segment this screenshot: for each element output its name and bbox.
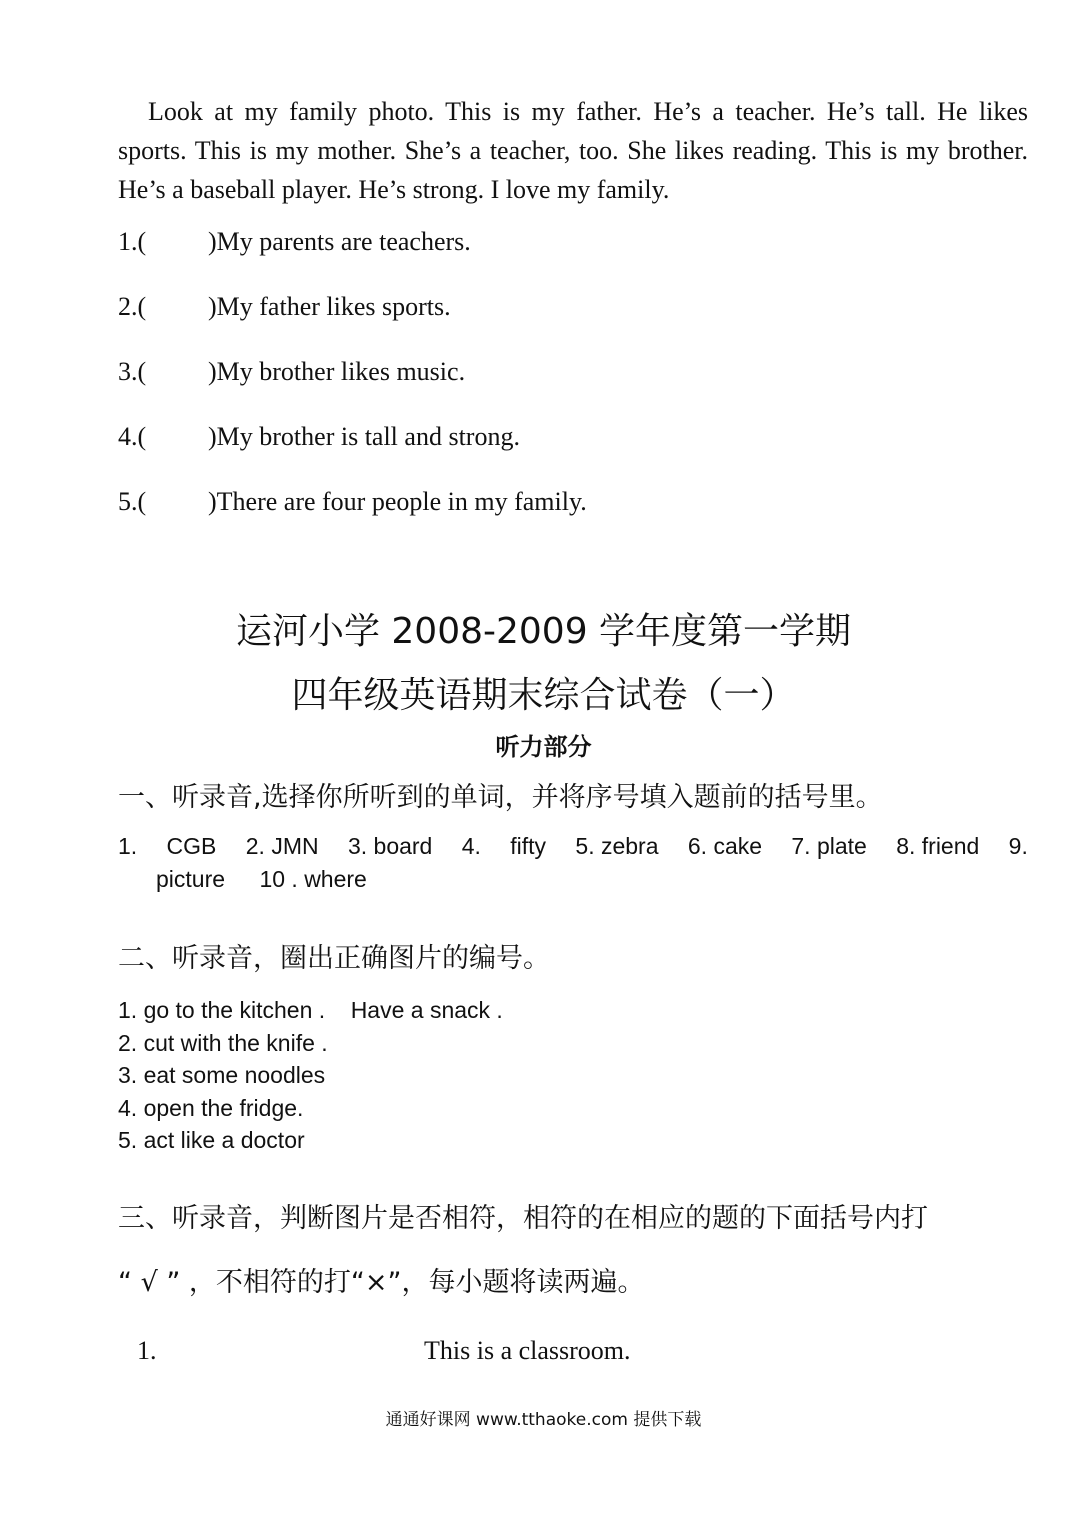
- reading-passage: Look at my family photo. This is my father. He’s a teacher. He’s tall. He likes sports. This is my mother. She’s a teacher, too. She likes reading. This is my brother. He’s a baseball player. He’s strong. I love my family.: [118, 97, 1028, 204]
- word-list-line: [118, 863, 1028, 896]
- word-item: 10 . where: [259, 866, 367, 892]
- word-item: 4.: [461, 833, 481, 859]
- page-footer: 通通好课网 www.tthaoke.com 提供下载: [385, 1410, 702, 1430]
- word-item: 8. friend: [896, 833, 980, 859]
- list-item: 5. act like a doctor: [118, 1127, 305, 1153]
- word-item: fifty: [510, 833, 547, 859]
- true-false-item: [118, 356, 465, 388]
- question-text: This is a classroom.: [424, 1336, 631, 1365]
- word-item: 7. plate: [791, 833, 867, 859]
- item-text: )My father likes sports.: [208, 292, 451, 321]
- word-item: 1.: [118, 833, 138, 859]
- phrase-list: [118, 994, 503, 1157]
- item-text: )My brother is tall and strong.: [208, 422, 520, 451]
- item-number: 5.(: [118, 487, 147, 516]
- word-item: 2. JMN: [245, 833, 319, 859]
- item-text: )My brother likes music.: [208, 357, 466, 386]
- list-item: 4. open the fridge.: [118, 1094, 304, 1121]
- item-number: 1.(: [118, 227, 147, 256]
- true-false-item: [118, 421, 520, 453]
- word-item: CGB: [166, 833, 217, 859]
- list-item: 2. cut with the knife .: [118, 1029, 328, 1056]
- word-item: 5. zebra: [575, 833, 659, 859]
- item-number: 3.(: [118, 357, 147, 386]
- true-false-item: [118, 486, 587, 518]
- word-item: 9.: [1008, 833, 1028, 859]
- true-false-item: [118, 291, 451, 323]
- word-item: picture: [156, 866, 226, 892]
- list-item: 1. go to the kitchen . Have a snack .: [118, 997, 503, 1023]
- word-item: 6. cake: [687, 833, 763, 859]
- item-number: 4.(: [118, 422, 147, 451]
- section-3-heading-continued: “ √ ” ，不相符的打“×”，每小题将读两遍。: [118, 1267, 645, 1298]
- section-3-heading: 三、听录音，判断图片是否相符，相符的在相应的题的下面括号内打: [118, 1203, 928, 1234]
- section-label: 听力部分: [495, 733, 592, 761]
- exam-title: 运河小学 2008-2009 学年度第一学期: [235, 611, 852, 652]
- word-list: [118, 830, 1028, 896]
- question-number: 1.: [137, 1336, 157, 1365]
- item-text: )There are four people in my family.: [208, 487, 587, 516]
- word-list-line: [118, 830, 1028, 863]
- item-number: 2.(: [118, 292, 147, 321]
- list-item: 3. eat some noodles: [118, 1062, 326, 1088]
- item-text: )My parents are teachers.: [208, 227, 471, 256]
- section-1-heading: 一、听录音,选择你所听到的单词，并将序号填入题前的括号里。: [118, 782, 883, 813]
- exam-subtitle: 四年级英语期末综合试卷（一）: [291, 675, 796, 716]
- word-item: 3. board: [347, 833, 433, 859]
- true-false-item: [118, 226, 471, 258]
- section-2-heading: 二、听录音，圈出正确图片的编号。: [118, 943, 550, 974]
